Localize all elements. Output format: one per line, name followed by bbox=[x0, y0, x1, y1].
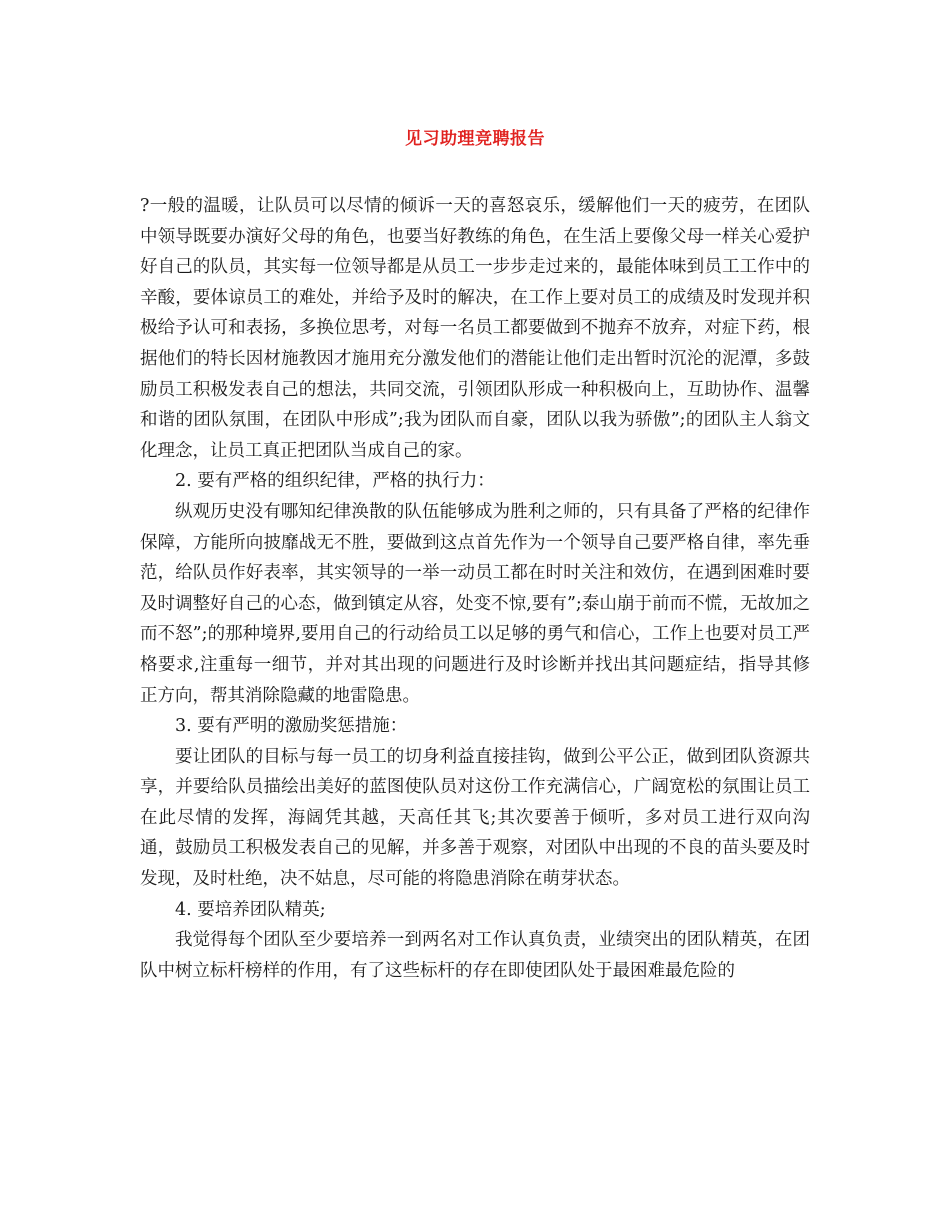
section-heading-incentives: 3. 要有严明的激励奖惩措施： bbox=[175, 716, 408, 737]
paragraph: 我觉得每个团队至少要培养一到两名对工作认真负责，业绩突出的团队精英，在团队中树立标杆榜样的作用，有了这些标杆的存在即使团队处于最困难最危险的 bbox=[140, 930, 810, 981]
paragraph: ?一般的温暖，让队员可以尽情的倾诉一天的喜怒哀乐，缓解他们一天的疲劳，在团队中领导既要办演好父母的角色，也要当好教练的角色，在生活上要像父母一样关心爱护好自己的队员，其实每一位领导都是从员工一步步走过来的，最能体味到员工工作中的辛酸，要体谅员工的难处，并给予及时的解决，在工作上要对员工的成绩及时发现并积极给予认可和表扬，多换位思考，对每一名员工都要做到不抛弃不放弃，对症下药，根据他们的特长因材施教因才施用充分激发他们的潜能让他们走出暂时沉沦的泥潭，多鼓励员工积极发表自己的想法，共同交流，引领团队形成一种积极向上，互助协作、温馨和谐的团队氛围，在团队中形成”;我为团队而自豪，团队以我为骄傲”;的团队主人翁文化理念，让员工真正把团队当成自己的家。 bbox=[140, 196, 810, 461]
paragraph: 纵观历史没有哪知纪律涣散的队伍能够成为胜利之师的，只有具备了严格的纪律作保障，方能所向披靡战无不胜，要做到这点首先作为一个领导自己要严格自律，率先垂范，给队员作好表率，其实领导的一举一动员工都在时时关注和效仿，在遇到困难时要及时调整好自己的心态，做到镇定从容，处变不惊,要有”;泰山崩于前而不慌，无故加之而不怒”;的那种境界,要用自己的行动给员工以足够的勇气和信心，工作上也要对员工严格要求,注重每一细节，并对其出现的问题进行及时诊断并找出其问题症结，指导其修正方向，帮其消除隐藏的地雷隐患。 bbox=[140, 501, 810, 706]
section-heading-discipline: 2. 要有严格的组织纪律，严格的执行力： bbox=[175, 471, 495, 492]
document-title: 见习助理竞聘报告 bbox=[405, 129, 545, 149]
document-body bbox=[140, 191, 810, 986]
paragraph: 要让团队的目标与每一员工的切身利益直接挂钩，做到公平公正，做到团队资源共享，并要给队员描绘出美好的蓝图使队员对这份工作充满信心，广阔宽松的氛围让员工在此尽情的发挥，海阔凭其越，天高任其飞;其次要善于倾听，多对员工进行双向沟通，鼓励员工积极发表自己的见解，并多善于观察，对团队中出现的不良的苗头要及时发现，及时杜绝，决不姑息，尽可能的将隐患消除在萌芽状态。 bbox=[140, 746, 810, 890]
section-heading-elite: 4. 要培养团队精英; bbox=[175, 899, 326, 920]
